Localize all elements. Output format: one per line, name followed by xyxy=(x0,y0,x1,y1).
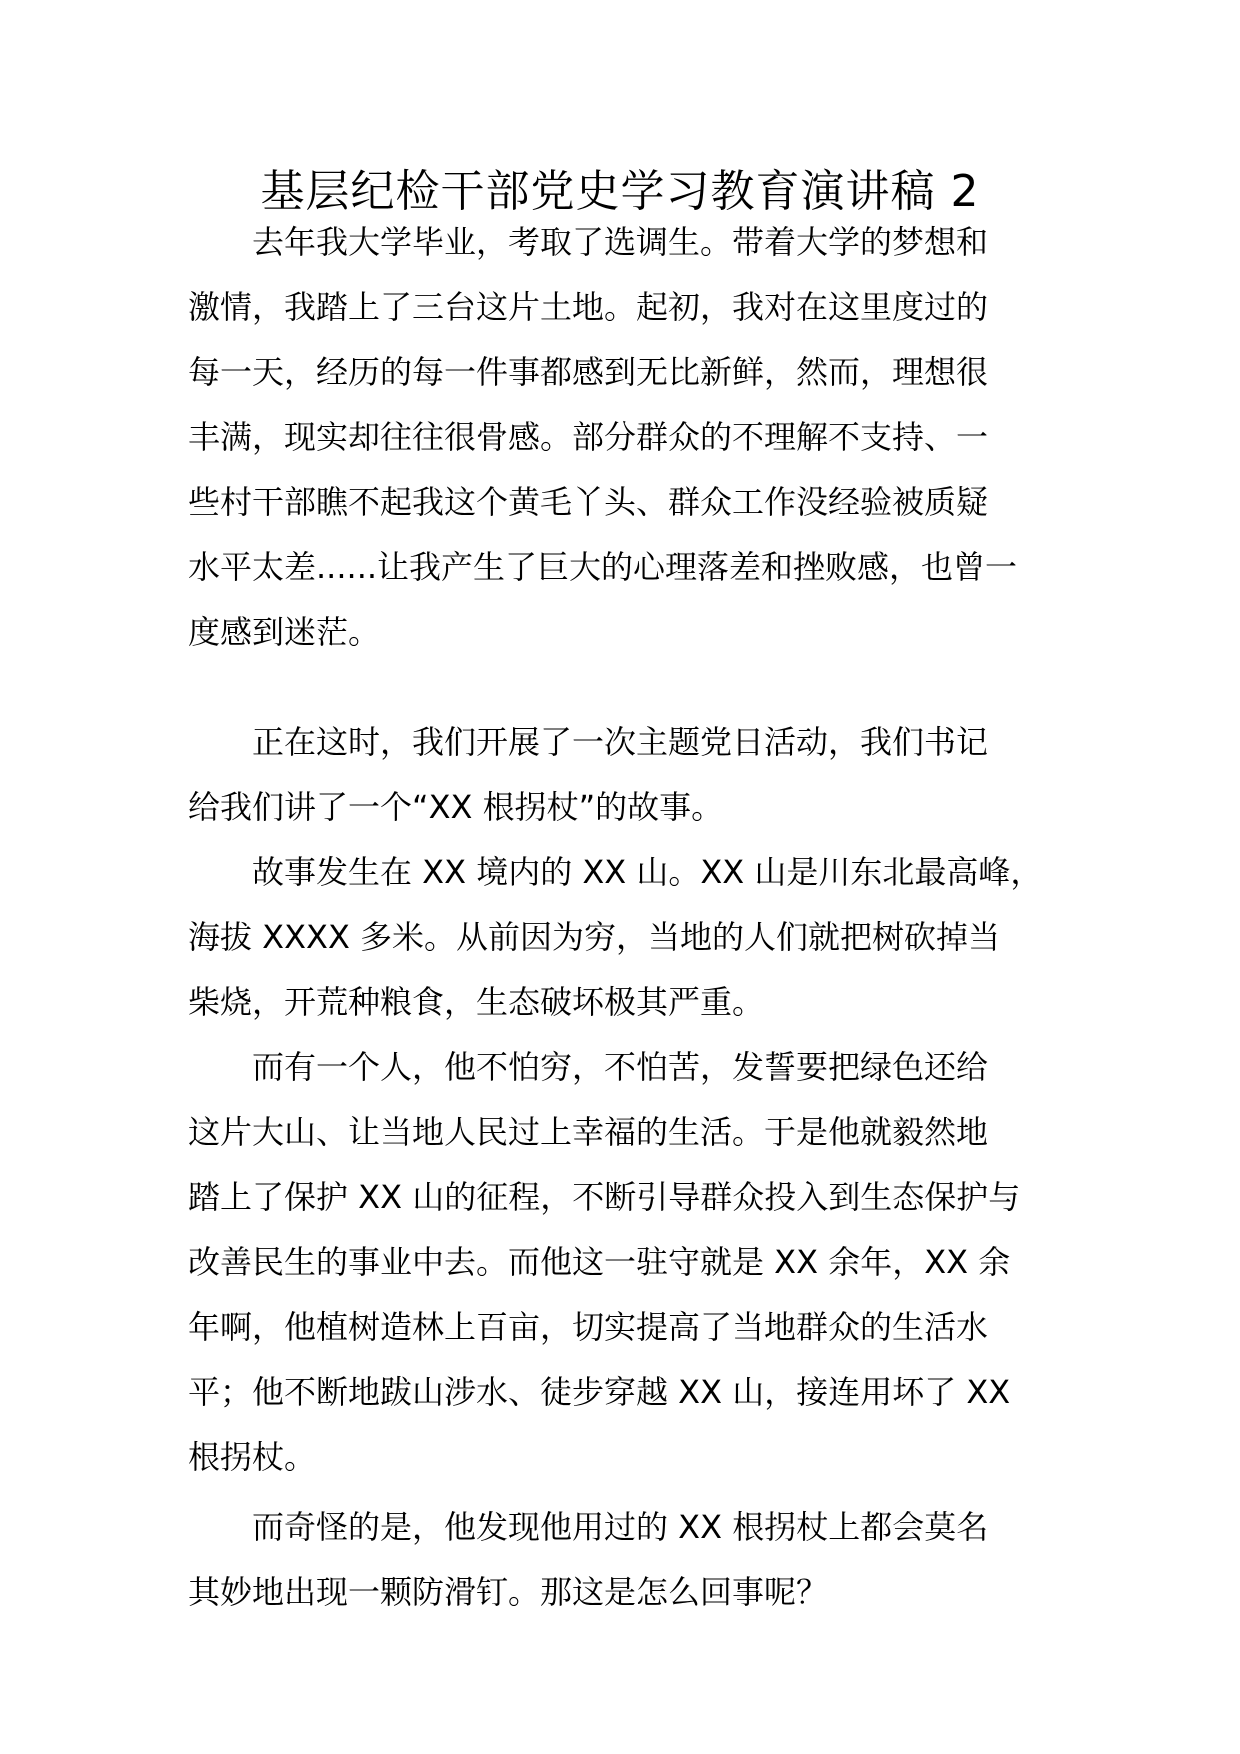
paragraph-line: 柴烧，开荒种粮食，生态破坏极其严重。 xyxy=(188,983,765,1021)
paragraph-line: 年啊，他植树造林上百亩，切实提高了当地群众的生活水 xyxy=(188,1308,989,1346)
paragraph-1 xyxy=(188,210,1068,665)
paragraph-line: 正在这时，我们开展了一次主题党日活动，我们书记 xyxy=(252,723,989,761)
paragraph-2 xyxy=(188,710,1068,840)
paragraph-line: 根拐杖。 xyxy=(188,1438,317,1476)
paragraph-line: 海拔 XXXX 多米。从前因为穷，当地的人们就把树砍掉当 xyxy=(188,918,1001,956)
paragraph-4 xyxy=(188,1035,1068,1490)
paragraph-line: 其妙地出现一颗防滑钉。那这是怎么回事呢？ xyxy=(188,1573,829,1611)
paragraph-line: 丰满，现实却往往很骨感。部分群众的不理解不支持、一 xyxy=(188,418,989,456)
paragraph-line: 水平太差......让我产生了巨大的心理落差和挫败感，也曾一 xyxy=(188,548,1018,586)
paragraph-line: 这片大山、让当地人民过上幸福的生活。于是他就毅然地 xyxy=(188,1113,989,1151)
paragraph-line: 去年我大学毕业，考取了选调生。带着大学的梦想和 xyxy=(252,223,989,261)
paragraph-line: 每一天，经历的每一件事都感到无比新鲜，然而，理想很 xyxy=(188,353,989,391)
paragraph-line: 而有一个人，他不怕穷，不怕苦，发誓要把绿色还给 xyxy=(252,1048,989,1086)
paragraph-3 xyxy=(188,840,1068,1035)
paragraph-line: 踏上了保护 XX 山的征程，不断引导群众投入到生态保护与 xyxy=(188,1178,1021,1216)
paragraph-line: 改善民生的事业中去。而他这一驻守就是 XX 余年，XX 余 xyxy=(188,1243,1011,1281)
paragraph-5 xyxy=(188,1495,1068,1625)
paragraph-line: 给我们讲了一个“XX 根拐杖”的故事。 xyxy=(188,788,724,826)
paragraph-line: 度感到迷茫。 xyxy=(188,613,381,651)
paragraph-line: 激情，我踏上了三台这片土地。起初，我对在这里度过的 xyxy=(188,288,989,326)
paragraph-line: 些村干部瞧不起我这个黄毛丫头、群众工作没经验被质疑 xyxy=(188,483,989,521)
paragraph-line: 故事发生在 XX 境内的 XX 山。XX 山是川东北最高峰， xyxy=(252,853,1043,891)
document-title: 基层纪检干部党史学习教育演讲稿 2 xyxy=(260,166,980,217)
paragraph-line: 平；他不断地跋山涉水、徒步穿越 XX 山，接连用坏了 XX xyxy=(188,1373,1011,1411)
paragraph-line: 而奇怪的是，他发现他用过的 XX 根拐杖上都会莫名 xyxy=(252,1508,989,1546)
